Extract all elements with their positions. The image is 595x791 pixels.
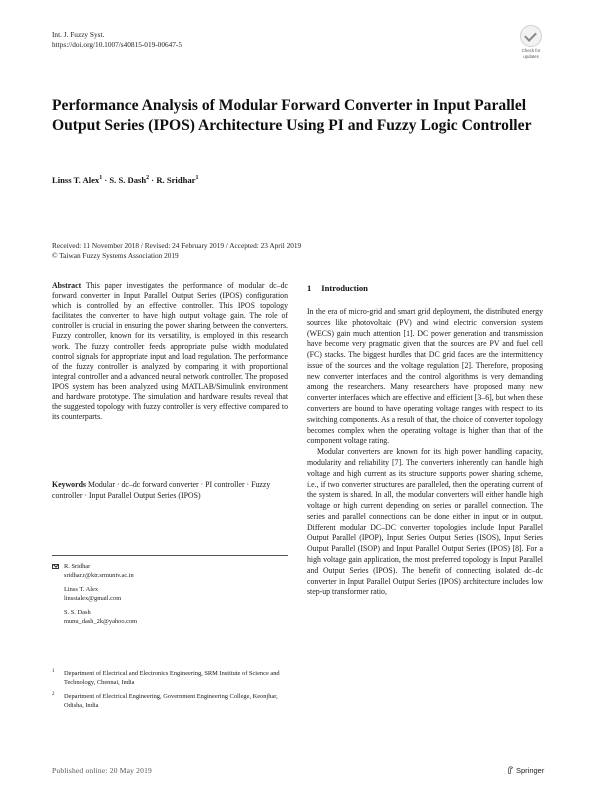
badge-line2: updates bbox=[523, 54, 539, 59]
affiliations bbox=[52, 670, 288, 716]
abstract-text: This paper investigates the performance of modular dc–dc forward converter in Input Parallel Output Series (IPOS) configuration which is controlled by an effective controller. This IPOS topology facilitates the converter to have high output voltage gain. The role of controller is crucial in ensuring the power sharing between the converters. Fuzzy controller, known for its versatility, is employed in this research work. The fuzzy controller feeds appropriate pulse width modulated control signals for appropriate input and load regulation. The performance of the fuzzy controller is analyzed by comparing it with proportional integral controller and a advanced neural network controller. The proposed IPOS system has been analyzed using MATLAB/Simulink environment and hardware prototype. The simulation and hardware results reveal that the suggested topology with fuzzy controller is very effective compared to its counterparts. bbox=[52, 281, 288, 422]
abstract-label: Abstract bbox=[52, 281, 82, 290]
section-number: 1 bbox=[307, 283, 312, 293]
author-affiliation-mark: 1 bbox=[195, 175, 199, 182]
introduction-body bbox=[307, 307, 543, 598]
published-online: Published online: 20 May 2019 bbox=[52, 766, 152, 775]
affiliation-number: 2 bbox=[52, 691, 55, 697]
section-heading bbox=[307, 283, 368, 293]
author-name[interactable]: R. Sridhar bbox=[156, 175, 196, 185]
author-name[interactable]: S. S. Dash bbox=[109, 175, 147, 185]
section-title: Introduction bbox=[321, 283, 368, 293]
paper-title: Performance Analysis of Modular Forward Converter in Input Parallel Output Series (IPOS) Architecture Using PI and Fuzzy Logic Controller bbox=[52, 97, 532, 134]
contact-email[interactable]: munu_dash_2k@yahoo.com bbox=[64, 617, 138, 625]
affiliation bbox=[52, 670, 288, 688]
contact-email[interactable]: sridhar.r@ktr.srmuniv.ac.in bbox=[64, 571, 134, 579]
body-paragraph: Modular converters are known for its high power handling capacity, modularity and reliability [7]. The converters inherently can handle high voltage and high current as its structure supports power sharing scheme, i.e., if two converter structures are paralleled, then the operating current of the system is shared. In all, the modular converters will either handle high voltage or high current depending on series or parallel connection. The series and parallel connections can be done either in input or in output. Different modular DC–DC converter topologies include Input Parallel Output Parallel (IPOP), Input Series Output Series (ISOS), Input Series Output Parallel (ISOP) and Input Parallel Output Series (IPOS) [8]. For a high voltage gain application, the most preferred topology is Input Parallel and Output Series (IPOS). The benefit of connecting isolated dc–dc converter in Input Parallel Output Series (IPOS) architecture includes low step-up transformer ratio, bbox=[307, 447, 543, 597]
author-name[interactable]: Linss T. Alex bbox=[52, 175, 100, 185]
copyright-line: © Taiwan Fuzzy Systems Association 2019 bbox=[52, 251, 179, 260]
keywords bbox=[52, 480, 288, 502]
affiliation-text: Department of Electrical and Electronics Engineering, SRM Institute of Science and Technology, Chennai, India bbox=[64, 670, 280, 686]
check-for-updates-badge[interactable] bbox=[514, 25, 548, 59]
footnote-divider bbox=[52, 555, 288, 556]
publisher-name: Springer bbox=[516, 766, 545, 775]
author-contact bbox=[52, 586, 288, 604]
author-affiliation-mark: 2 bbox=[146, 175, 150, 182]
correspondence-block bbox=[52, 563, 288, 626]
affiliation-text: Department of Electrical Engineering, Government Engineering College, Keonjhar, Odisha, India bbox=[64, 692, 278, 709]
doi-link[interactable]: https://doi.org/10.1007/s40815-019-00647-5 bbox=[52, 40, 182, 49]
author-separator: · bbox=[149, 175, 157, 185]
abstract bbox=[52, 281, 288, 422]
author-list bbox=[52, 175, 198, 185]
contact-name: Linss T. Alex bbox=[64, 585, 99, 593]
journal-header bbox=[52, 30, 182, 50]
corresponding-author bbox=[52, 563, 288, 581]
publisher-logo bbox=[507, 766, 544, 775]
affiliation-number: 1 bbox=[52, 669, 55, 674]
badge-line1: Check for bbox=[521, 48, 541, 53]
history-dates: Received: 11 November 2018 / Revised: 24 February 2019 / Accepted: 23 April 2019 bbox=[52, 241, 302, 250]
contact-name: R. Sridhar bbox=[64, 563, 91, 570]
journal-name: Int. J. Fuzzy Syst. bbox=[52, 30, 105, 39]
keywords-label: Keywords bbox=[52, 480, 86, 489]
contact-email[interactable]: linsstalex@gmail.com bbox=[64, 594, 122, 602]
check-icon bbox=[520, 25, 542, 47]
author-affiliation-mark: 1 bbox=[99, 175, 103, 182]
contact-name: S. S. Dash bbox=[64, 608, 91, 616]
keywords-text: Modular · dc–dc forward converter · PI controller · Fuzzy controller · Input Parallel Output Series (IPOS) bbox=[52, 480, 271, 500]
springer-horse-icon bbox=[507, 766, 514, 774]
article-history bbox=[52, 241, 301, 261]
author-contact bbox=[52, 609, 288, 627]
envelope-icon bbox=[52, 564, 59, 569]
affiliation bbox=[52, 693, 288, 711]
body-paragraph: In the era of micro-grid and smart grid deployment, the distributed energy sources like photovoltaic (PV) and wind electric conversion system (WECS) gain much attention [1]. DC power generation and transmission have become very pragmatic given that the sources are PV and fuel cell (FC) stacks. The biggest hurdles that DC grid faces are the intermittency issue of the sources and the voltage regulation [2]. Therefore, proposing new converter interfaces and the control algorithms is very demanding among the researchers. Many researchers have proposed many new converter interfaces which are effective and efficient [3–6], but when these converters are bound to have operating voltage ranges with respect to its switching components. As a result of that, the choice of converter topology becomes complex when the operating voltage is higher than that of the component voltage rating. bbox=[307, 307, 543, 446]
author-separator: · bbox=[102, 175, 110, 185]
